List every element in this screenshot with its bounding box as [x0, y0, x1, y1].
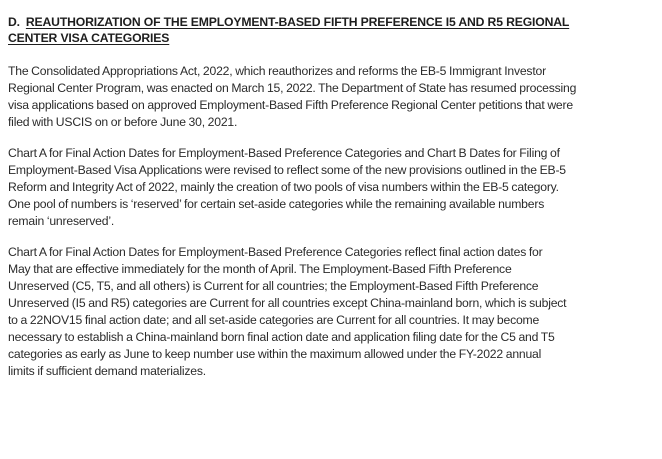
- paragraph-line: Chart A for Final Action Dates for Employment-Based Preference Categories and Chart B Dates for Filing of: [8, 146, 560, 160]
- paragraph-line: Chart A for Final Action Dates for Employment-Based Preference Categories reflect final action dates for: [8, 245, 543, 259]
- paragraph-1: [8, 63, 654, 131]
- paragraph-line: limits if sufficient demand materializes.: [8, 364, 206, 378]
- paragraph-line: visa applications based on approved Employment-Based Fifth Preference Regional Center petitions that were: [8, 98, 573, 112]
- paragraph-line: Regional Center Program, was enacted on March 15, 2022. The Department of State has resumed processing: [8, 81, 577, 95]
- paragraph-line: The Consolidated Appropriations Act, 2022, which reauthorizes and reforms the EB-5 Immigrant Investor: [8, 64, 546, 78]
- paragraph-line: categories as early as June to keep number use within the maximum allowed under the FY-2022 annual: [8, 347, 542, 361]
- paragraph-line: Reform and Integrity Act of 2022, mainly the creation of two pools of visa numbers within the EB-5 category.: [8, 180, 559, 194]
- paragraph-3: [8, 244, 654, 380]
- paragraph-line: Employment-Based Visa Applications were revised to reflect some of the new provisions outlined in the EB-5: [8, 163, 566, 177]
- paragraph-line: Unreserved (I5 and R5) categories are Current for all countries except China-mainland born, which is subject: [8, 296, 567, 310]
- paragraph-line: May that are effective immediately for the month of April. The Employment-Based Fifth Preference: [8, 262, 512, 276]
- paragraph-line: Unreserved (C5, T5, and all others) is Current for all countries; the Employment-Based Fifth Preference: [8, 279, 539, 293]
- section-heading-line-2: [8, 30, 654, 46]
- paragraph-2: [8, 145, 654, 230]
- section-title-part-2: CENTER VISA CATEGORIES: [8, 31, 170, 45]
- section-heading: [8, 14, 654, 46]
- paragraph-line: remain ‘unreserved’.: [8, 214, 115, 228]
- paragraph-line: necessary to establish a China-mainland born final action date and application filing date for the C5 and T5: [8, 330, 555, 344]
- paragraph-line: to a 22NOV15 final action date; and all set-aside categories are Current for all countries. It may become: [8, 313, 540, 327]
- paragraph-line: One pool of numbers is ‘reserved’ for certain set-aside categories while the remaining available numbers: [8, 197, 545, 211]
- section-heading-line-1: [8, 14, 654, 30]
- section-letter: D.: [8, 15, 20, 29]
- section-title-part-1: REAUTHORIZATION OF THE EMPLOYMENT-BASED FIFTH PREFERENCE I5 AND R5 REGIONAL: [25, 15, 570, 29]
- paragraph-line: filed with USCIS on or before June 30, 2021.: [8, 115, 238, 129]
